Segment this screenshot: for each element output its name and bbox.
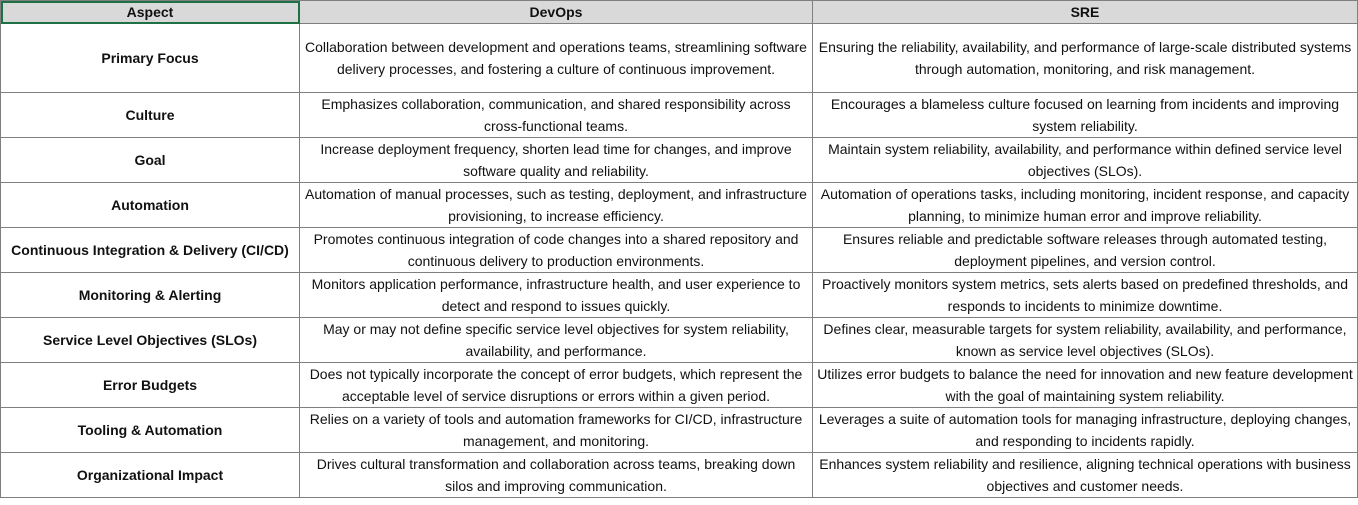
table-row	[1, 93, 1358, 138]
table-row	[1, 228, 1358, 273]
devops-cell[interactable]: May or may not define specific service level objectives for system reliability, availability, and performance.	[300, 318, 813, 363]
devops-cell[interactable]: Promotes continuous integration of code changes into a shared repository and continuous delivery to production environments.	[300, 228, 813, 273]
aspect-cell[interactable]: Organizational Impact	[1, 453, 300, 498]
aspect-cell[interactable]: Monitoring & Alerting	[1, 273, 300, 318]
sre-cell[interactable]: Enhances system reliability and resilience, aligning technical operations with business objectives and customer needs.	[813, 453, 1358, 498]
aspect-cell[interactable]: Primary Focus	[1, 24, 300, 93]
devops-cell[interactable]: Automation of manual processes, such as testing, deployment, and infrastructure provisioning, to increase efficiency.	[300, 183, 813, 228]
sre-cell[interactable]: Ensures reliable and predictable software releases through automated testing, deployment pipelines, and version control.	[813, 228, 1358, 273]
table-row	[1, 183, 1358, 228]
aspect-cell[interactable]: Service Level Objectives (SLOs)	[1, 318, 300, 363]
sre-cell[interactable]: Automation of operations tasks, including monitoring, incident response, and capacity planning, to minimize human error and improve reliability.	[813, 183, 1358, 228]
sre-cell[interactable]: Defines clear, measurable targets for system reliability, availability, and performance, known as service level objectives (SLOs).	[813, 318, 1358, 363]
devops-cell[interactable]: Relies on a variety of tools and automation frameworks for CI/CD, infrastructure management, and monitoring.	[300, 408, 813, 453]
aspect-cell[interactable]: Tooling & Automation	[1, 408, 300, 453]
header-cell-aspect[interactable]: Aspect	[1, 1, 300, 24]
table-row	[1, 363, 1358, 408]
header-cell-sre[interactable]: SRE	[813, 1, 1358, 24]
table-row	[1, 453, 1358, 498]
devops-cell[interactable]: Monitors application performance, infrastructure health, and user experience to detect and respond to issues quickly.	[300, 273, 813, 318]
devops-cell[interactable]: Emphasizes collaboration, communication, and shared responsibility across cross-functional teams.	[300, 93, 813, 138]
aspect-cell[interactable]: Culture	[1, 93, 300, 138]
devops-cell[interactable]: Increase deployment frequency, shorten lead time for changes, and improve software quality and reliability.	[300, 138, 813, 183]
sre-cell[interactable]: Leverages a suite of automation tools for managing infrastructure, deploying changes, and responding to incidents rapidly.	[813, 408, 1358, 453]
aspect-cell[interactable]: Continuous Integration & Delivery (CI/CD)	[1, 228, 300, 273]
table-row	[1, 138, 1358, 183]
devops-cell[interactable]: Does not typically incorporate the concept of error budgets, which represent the acceptable level of service disruptions or errors within a given period.	[300, 363, 813, 408]
devops-cell[interactable]: Drives cultural transformation and collaboration across teams, breaking down silos and improving communication.	[300, 453, 813, 498]
aspect-cell[interactable]: Goal	[1, 138, 300, 183]
table-row	[1, 24, 1358, 93]
header-cell-devops[interactable]: DevOps	[300, 1, 813, 24]
table-row	[1, 273, 1358, 318]
table-row	[1, 318, 1358, 363]
sre-cell[interactable]: Utilizes error budgets to balance the need for innovation and new feature development with the goal of maintaining system reliability.	[813, 363, 1358, 408]
sre-cell[interactable]: Maintain system reliability, availability, and performance within defined service level objectives (SLOs).	[813, 138, 1358, 183]
sre-cell[interactable]: Encourages a blameless culture focused on learning from incidents and improving system reliability.	[813, 93, 1358, 138]
devops-cell[interactable]: Collaboration between development and operations teams, streamlining software delivery processes, and fostering a culture of continuous improvement.	[300, 24, 813, 93]
table-row	[1, 408, 1358, 453]
sre-cell[interactable]: Proactively monitors system metrics, sets alerts based on predefined thresholds, and responds to incidents to minimize downtime.	[813, 273, 1358, 318]
aspect-cell[interactable]: Automation	[1, 183, 300, 228]
aspect-cell[interactable]: Error Budgets	[1, 363, 300, 408]
sre-cell[interactable]: Ensuring the reliability, availability, and performance of large-scale distributed systems through automation, monitoring, and risk management.	[813, 24, 1358, 93]
header-row	[1, 1, 1358, 24]
